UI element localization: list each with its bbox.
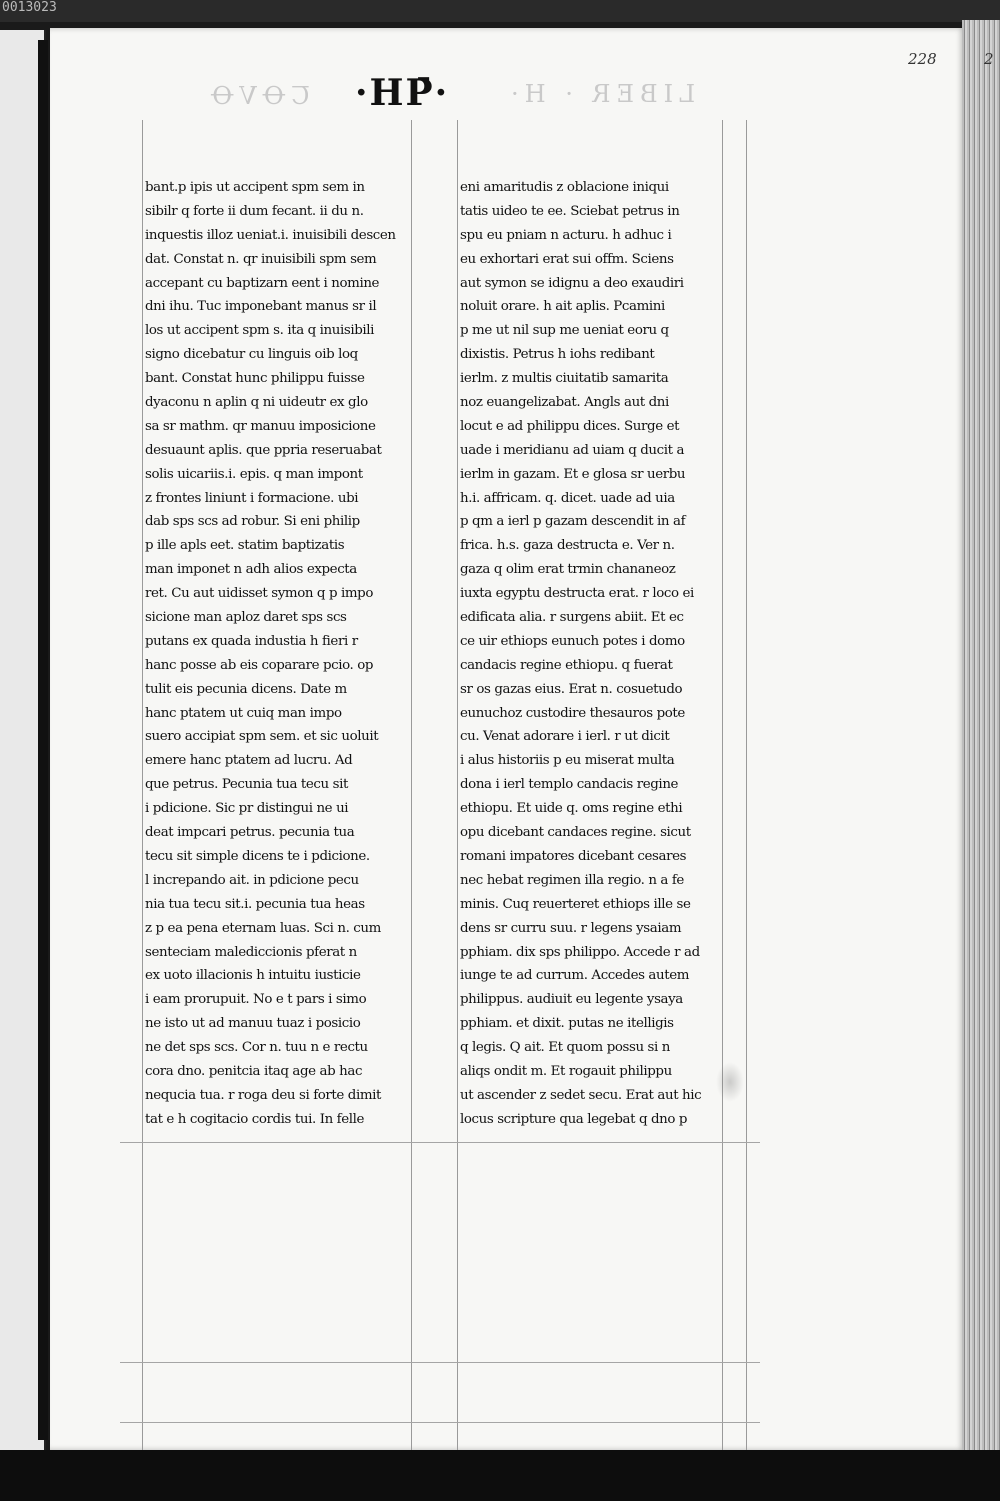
text-line: ierlm in gazam. Et e glosa sr uerbu — [460, 466, 686, 482]
text-line: noluit orare. h ait aplis. Pcamini — [460, 299, 665, 315]
text-line: opu dicebant candaces regine. sicut — [460, 825, 691, 841]
text-line: eunuchoz custodire thesauros pote — [460, 705, 685, 721]
text-line: dat. Constat n. qr inuisibili spm sem — [145, 251, 377, 267]
text-line: minis. Cuq reuerteret ethiops ille se — [460, 896, 691, 912]
text-line: candacis regine ethiopu. q fuerat — [460, 657, 673, 673]
page-stain — [716, 1062, 744, 1102]
scan-background-bottom — [0, 1450, 1000, 1501]
text-line: ethiopu. Et uide q. oms regine ethi — [460, 801, 683, 817]
text-line: frica. h.s. gaza destructa e. Ver n. — [460, 538, 675, 554]
text-line: tulit eis pecunia dicens. Date m — [145, 681, 347, 697]
page-stack-edges — [962, 20, 1000, 1450]
ruling-line — [120, 1422, 760, 1423]
text-line: nia tua tecu sit.i. pecunia tua heas — [145, 896, 365, 912]
text-line: i alus historiis p eu miserat multa — [460, 753, 675, 769]
ruling-line — [120, 1362, 760, 1363]
text-line: solis uicariis.i. epis. q man impont — [145, 466, 363, 482]
text-column-right — [460, 176, 738, 1132]
text-line: dab sps scs ad robur. Si eni philip — [145, 514, 360, 530]
text-line: inquestis illoz ueniat.i. inuisibili descen — [145, 227, 396, 243]
text-line: deat impcari petrus. pecunia tua — [145, 825, 355, 841]
text-line: ne det sps scs. Cor n. tuu n e rectu — [145, 1040, 368, 1056]
text-line: ret. Cu aut uidisset symon q p impo — [145, 586, 374, 602]
text-line: philippus. audiuit eu legente ysaya — [460, 992, 683, 1008]
text-line: signo dicebatur cu linguis oib loq — [145, 347, 358, 363]
text-line: locus scripture qua legebat q dno p — [460, 1111, 688, 1127]
text-line: hanc posse ab eis coparare pcio. op — [145, 657, 374, 673]
text-column-left — [145, 176, 411, 1132]
text-line: z p ea pena eternam luas. Sci n. cum — [145, 920, 381, 936]
text-line: ce uir ethiops eunuch potes i domo — [460, 633, 685, 649]
text-line: putans ex quada industia h fieri r — [145, 633, 358, 649]
text-line: pphiam. dix sps philippo. Accede r ad — [460, 944, 700, 960]
text-line: ne isto ut ad manuu tuaz i posicio — [145, 1016, 361, 1032]
scan-background — [0, 0, 1000, 22]
text-line: q legis. Q ait. Et quom possu si n — [460, 1040, 670, 1056]
text-line: p ille apls eet. statim baptizatis — [145, 538, 345, 554]
running-head: ·ΗΡ̄· — [355, 72, 450, 114]
text-line: tat e h cogitacio cordis tui. In felle — [145, 1111, 365, 1127]
text-line: spu eu pniam n acturu. h adhuc i — [460, 227, 672, 243]
text-line: iuxta egyptu destructa erat. r loco ei — [460, 586, 694, 602]
text-line: ierlm. z multis ciuitatib samarita — [460, 371, 669, 387]
text-line: bant. Constat hunc philippu fuisse — [145, 371, 365, 387]
text-line: iunge te ad currum. Accedes autem — [460, 968, 690, 984]
folio-number: 228 — [908, 50, 937, 68]
text-line: tecu sit simple dicens te i pdicione. — [145, 848, 370, 864]
text-line: hanc ptatem ut cuiq man impo — [145, 705, 342, 721]
text-line: sr os gazas eius. Erat n. cosuetudo — [460, 681, 683, 697]
text-line: dona i ierl templo candacis regine — [460, 777, 679, 793]
text-line: eu exhortari erat sui offm. Sciens — [460, 251, 674, 267]
text-line: dni ihu. Tuc imponebant manus sr il — [145, 299, 377, 315]
text-line: dens sr curru suu. r legens ysaiam — [460, 920, 682, 936]
text-line: senteciam malediccionis pferat n — [145, 944, 357, 960]
text-line: sa sr mathm. qr manuu imposicione — [145, 418, 376, 434]
text-line: dixistis. Petrus h iohs redibant — [460, 347, 655, 363]
text-line: z frontes liniunt i formacione. ubi — [145, 490, 359, 506]
text-line: pphiam. et dixit. putas ne itelligis — [460, 1016, 674, 1032]
text-line: accepant cu baptizarn eent i nomine — [145, 275, 380, 291]
text-line: tatis uideo te ee. Sciebat petrus in — [460, 203, 680, 219]
text-line: locut e ad philippu dices. Surge et — [460, 418, 680, 434]
text-line: que petrus. Pecunia tua tecu sit — [145, 777, 348, 793]
ruling-line — [746, 120, 747, 1450]
folio-number-edge: 2 — [984, 50, 994, 68]
text-line: bant.p ipis ut accipent spm sem in — [145, 180, 365, 195]
text-line: i pdicione. Sic pr distingui ne ui — [145, 801, 349, 817]
text-line: cora dno. penitcia itaq age ab hac — [145, 1063, 363, 1079]
text-line: aut symon se idignu a deo exaudiri — [460, 275, 684, 291]
text-line: eni amaritudis z oblacione iniqui — [460, 180, 669, 195]
text-line: man imponet n adh alios expecta — [145, 562, 357, 578]
text-line: sibilr q forte ii dum fecant. ii du n. — [145, 203, 364, 219]
show-through-text-left: ꞆꝊVꝊ — [205, 82, 310, 110]
text-line: nec hebat regimen illa regio. n a fe — [460, 872, 684, 888]
text-line: h.i. affricam. q. dicet. uade ad uia — [460, 490, 675, 506]
text-line: ex uoto illacionis h intuitu iusticie — [145, 968, 361, 984]
text-line: sicione man aploz daret sps scs — [145, 610, 347, 626]
ruling-line — [457, 120, 458, 1450]
text-line: aliqs ondit m. Et rogauit philippu — [460, 1063, 672, 1079]
binding-gutter — [38, 40, 48, 1440]
text-line: noz euangelizabat. Angls aut dni — [460, 395, 669, 411]
text-line: desuaunt aplis. que ppria reseruabat — [145, 442, 382, 458]
text-line: gaza q olim erat trmin chananeoz — [460, 562, 676, 578]
show-through-text-right: LIBER · H· — [505, 80, 696, 108]
text-line: cu. Venat adorare i ierl. r ut dicit — [460, 729, 670, 745]
ruling-line — [120, 1142, 760, 1143]
archive-id: 0013023 — [2, 0, 57, 15]
text-line: edificata alia. r surgens abiit. Et ec — [460, 610, 684, 626]
text-line: uade i meridianu ad uiam q ducit a — [460, 442, 685, 458]
ruling-line — [411, 120, 412, 1450]
text-line: i eam prorupuit. No e t pars i simo — [145, 992, 367, 1008]
text-line: dyaconu n aplin q ni uideutr ex glo — [145, 395, 368, 411]
text-line: p me ut nil sup me ueniat eoru q — [460, 323, 669, 339]
text-line: emere hanc ptatem ad lucru. Ad — [145, 753, 353, 769]
ruling-line — [142, 120, 143, 1450]
text-line: suero accipiat spm sem. et sic uoluit — [145, 729, 379, 745]
text-line: los ut accipent spm s. ita q inuisibili — [145, 323, 375, 339]
text-line: ut ascender z sedet secu. Erat aut hic — [460, 1087, 702, 1103]
text-line: l increpando ait. in pdicione pecu — [145, 872, 359, 888]
text-line: p qm a ierl p gazam descendit in af — [460, 514, 686, 530]
text-line: nequcia tua. r roga deu si forte dimit — [145, 1087, 381, 1103]
text-line: romani impatores dicebant cesares — [460, 848, 687, 864]
